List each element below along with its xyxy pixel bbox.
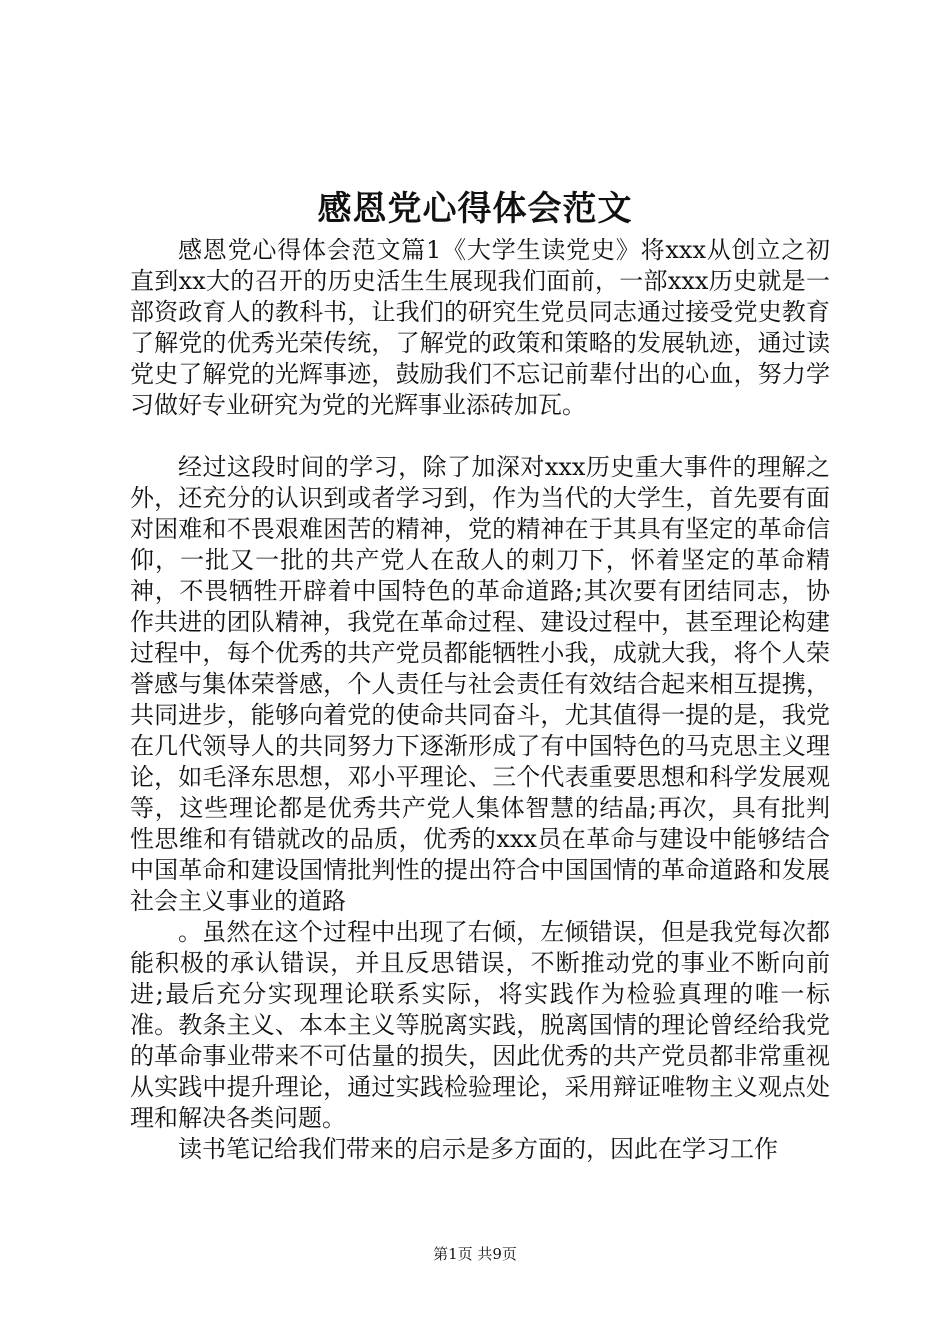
document-body [130, 235, 830, 1165]
paragraph-3: 。虽然在这个过程中出现了右倾，左倾错误，但是我党每次都能积极的承认错误，并且反思错误，不断推动党的事业不断向前进;最后充分实现理论联系实际，将实践作为检验真理的唯一标准。教条主义、本本主义等脱离实践，脱离国情的理论曾经给我党的革命事业带来不可估量的损失，因此优秀的共产党员都非常重视从实践中提升理论，通过实践检验理论，采用辩证唯物主义观点处理和解决各类问题。 [130, 918, 830, 1132]
paragraph-gap [130, 421, 830, 452]
document-title: 感恩党心得体会范文 [317, 189, 633, 229]
page-footer: 第1页 共9页 [433, 1245, 517, 1263]
paragraph-1: 感恩党心得体会范文篇1《大学生读党史》将xxx从创立之初直到xx大的召开的历史活生生展现我们面前，一部xxx历史就是一部资政育人的教科书，让我们的研究生党员同志通过接受党史教育了解党的优秀光荣传统，了解党的政策和策略的发展轨迹，通过读党史了解党的光辉事迹，鼓励我们不忘记前辈付出的心血，努力学习做好专业研究为党的光辉事业添砖加瓦。 [130, 236, 830, 419]
paragraph-2: 经过这段时间的学习，除了加深对xxx历史重大事件的理解之外，还充分的认识到或者学习到，作为当代的大学生，首先要有面对困难和不畏艰难困苦的精神，党的精神在于其具有坚定的革命信仰，一批又一批的共产党人在敌人的刺刀下，怀着坚定的革命精神，不畏牺牲开辟着中国特色的革命道路;其次要有团结同志，协作共进的团队精神，我党在革命过程、建设过程中，甚至理论构建过程中，每个优秀的共产党员都能牺牲小我，成就大我，将个人荣誉感与集体荣誉感，个人责任与社会责任有效结合起来相互提携，共同进步，能够向着党的使命共同奋斗，尤其值得一提的是，我党在几代领导人的共同努力下逐渐形成了有中国特色的马克思主义理论，如毛泽东思想，邓小平理论、三个代表重要思想和科学发展观等，这些理论都是优秀共产党人集体智慧的结晶;再次，具有批判性思维和有错就改的品质，优秀的xxx员在革命与建设中能够结合中国革命和建设国情批判性的提出符合中国国情的革命道路和发展社会主义事业的道路 [130, 453, 830, 915]
paragraph-4: 读书笔记给我们带来的启示是多方面的，因此在学习工作 [178, 1135, 778, 1163]
